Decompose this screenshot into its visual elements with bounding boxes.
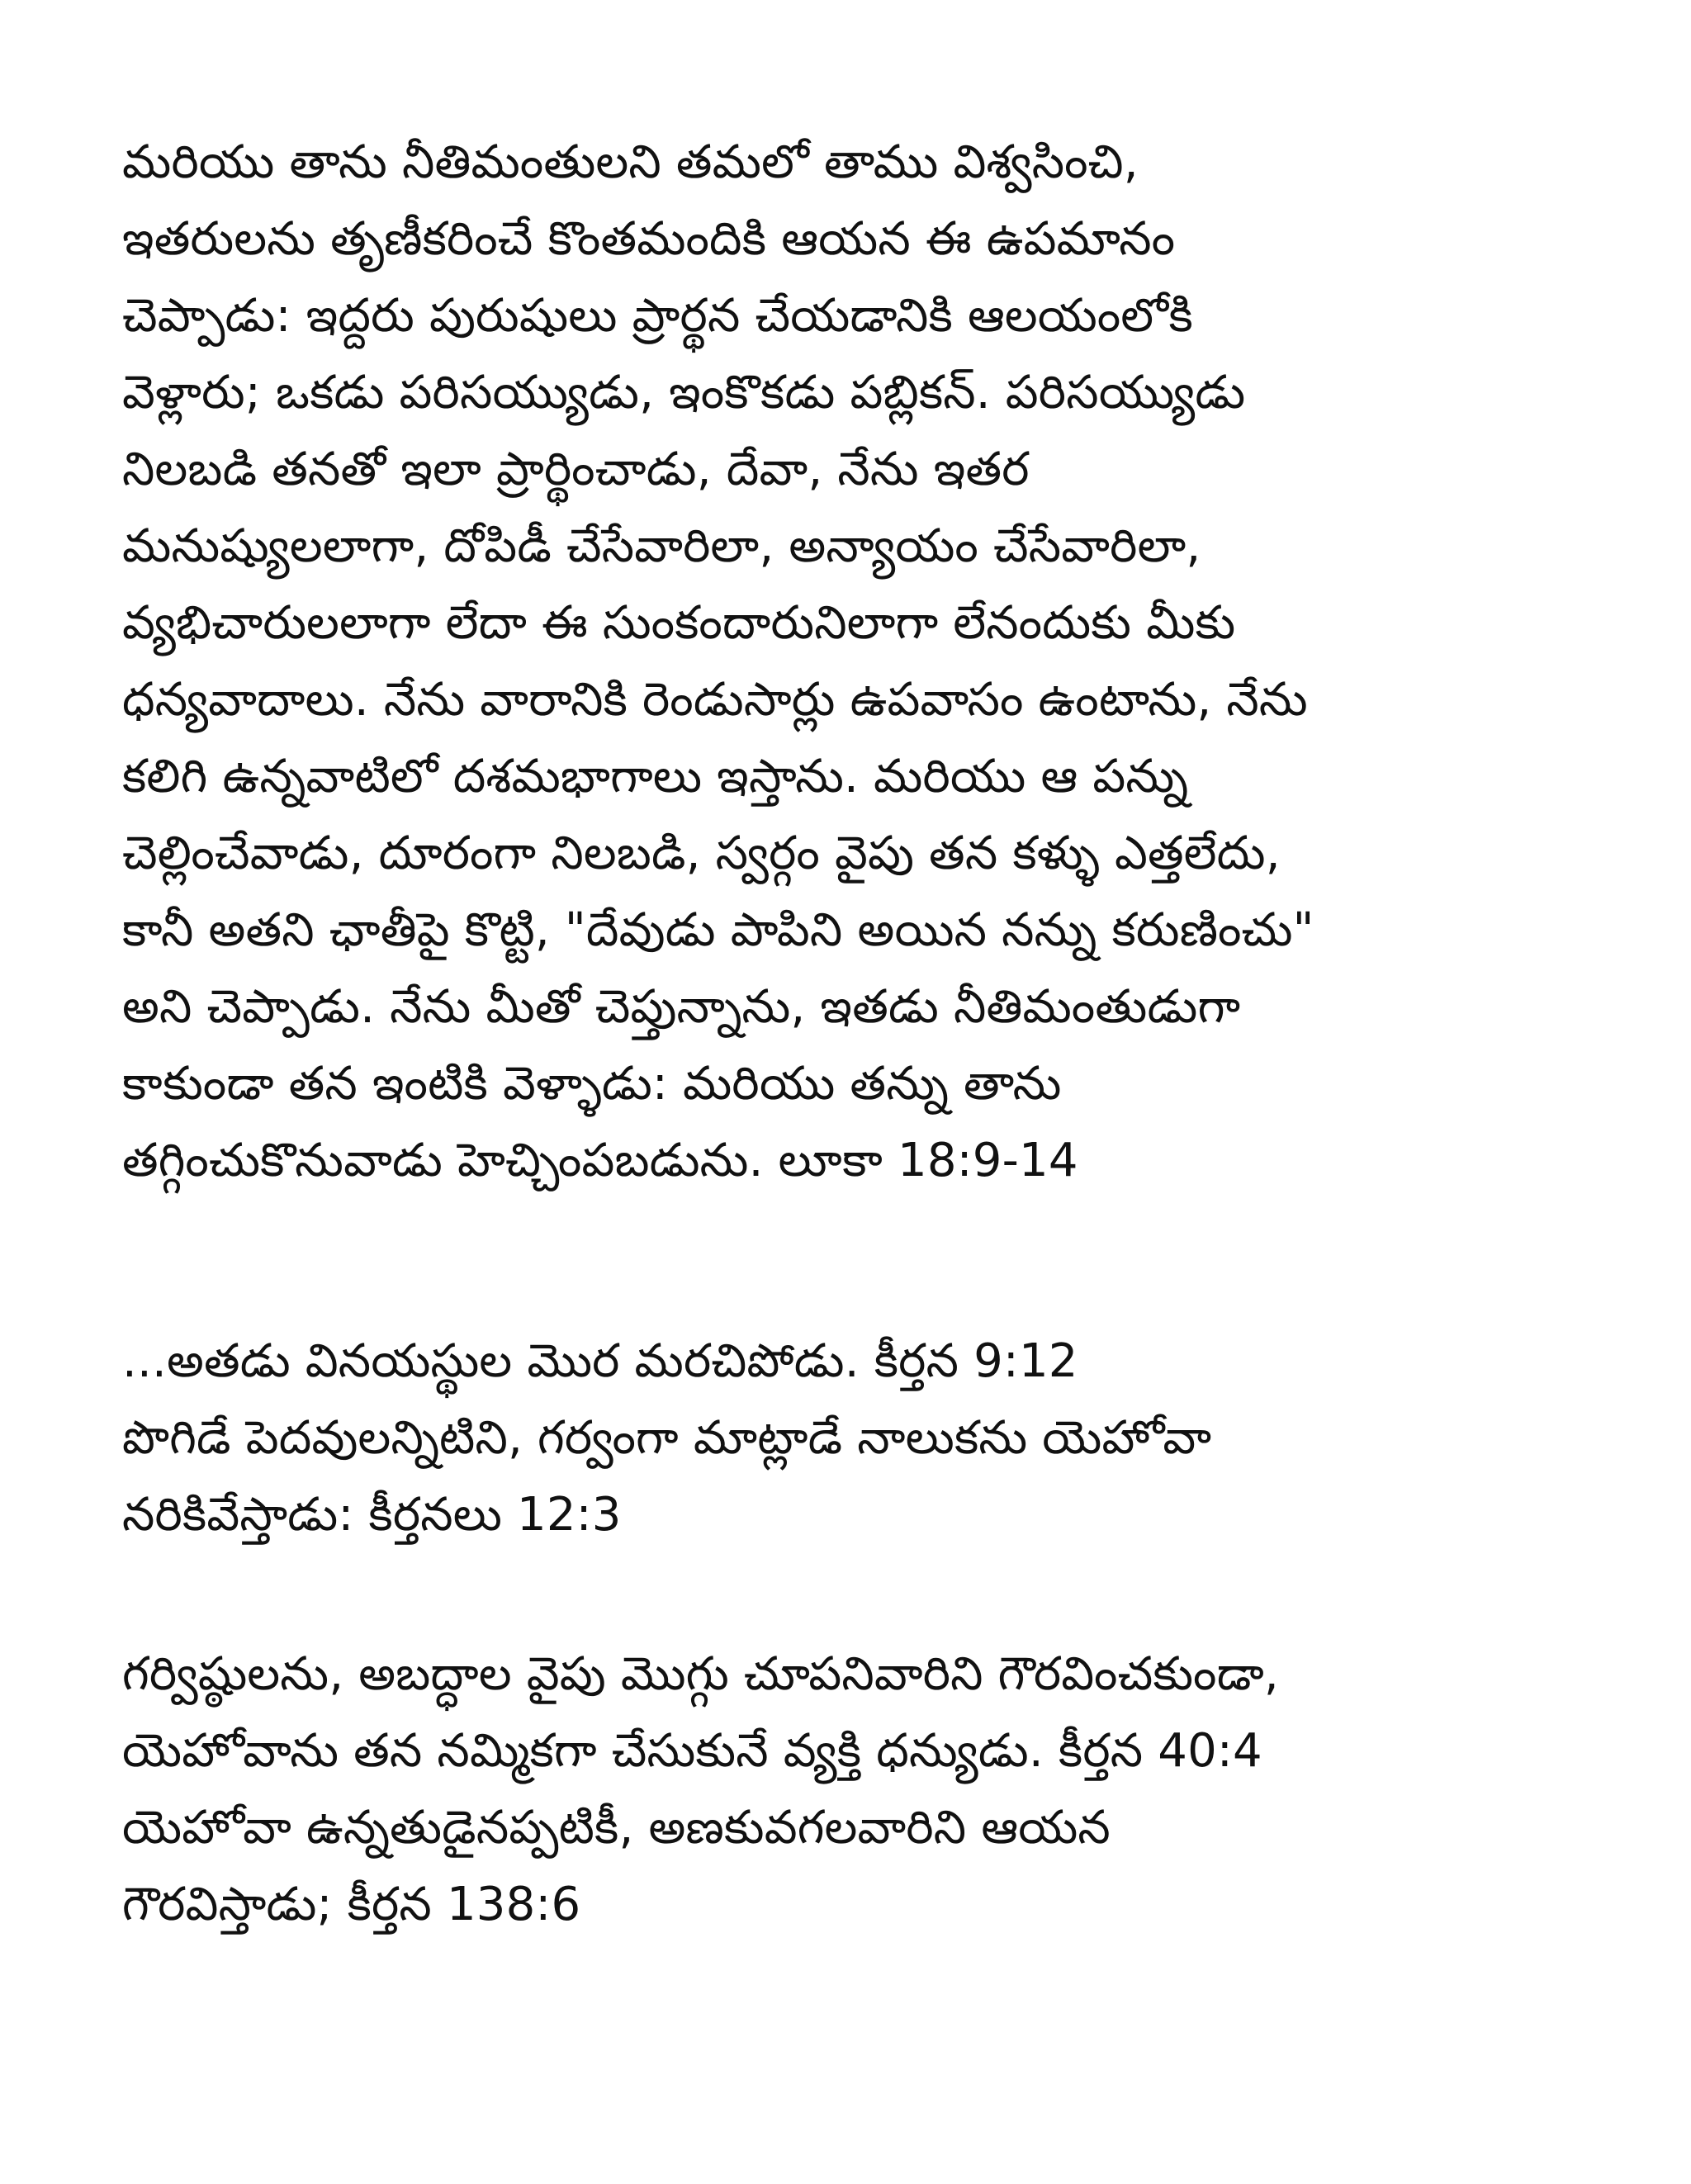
paragraph-luke-18: [122, 124, 1592, 1199]
document-page: [122, 124, 1592, 1943]
text-line: తగ్గించుకొనువాడు హెచ్చింపబడును. లూకా 18:9-14: [122, 1134, 1078, 1187]
text-line: వెళ్లారు; ఒకడు పరిసయ్యుడు, ఇంకొకడు పబ్లికన్. పరిసయ్యుడు: [122, 366, 1246, 419]
text-line: యెహోవాను తన నమ్మికగా చేసుకునే వ్యక్తి ధన్యుడు. కీర్తన 40:4: [122, 1724, 1262, 1778]
text-line: చెప్పాడు: ఇద్దరు పురుషులు ప్రార్థన చేయడానికి ఆలయంలోకి: [122, 289, 1193, 343]
text-line: వ్యభిచారులలాగా లేదా ఈ సుంకందారునిలాగా లేనందుకు మీకు: [122, 596, 1236, 650]
text-line: కాకుండా తన ఇంటికి వెళ్ళాడు: మరియు తన్ను తాను: [122, 1057, 1062, 1111]
text-line: ...అతడు వినయస్థుల మొర మరచిపోడు. కీర్తన 9:12: [122, 1334, 1078, 1388]
text-line: గర్విష్ఠులను, అబద్ధాల వైపు మొగ్గు చూపనివారిని గౌరవించకుండా,: [122, 1647, 1279, 1701]
text-line: కలిగి ఉన్నవాటిలో దశమభాగాలు ఇస్తాను. మరియు ఆ పన్ను: [122, 750, 1189, 803]
text-line: నిలబడి తనతో ఇలా ప్రార్థించాడు, దేవా, నేను ఇతర: [122, 443, 1030, 496]
text-line: గౌరవిస్తాడు; కీర్తన 138:6: [122, 1878, 581, 1931]
text-line: ఇతరులను తృణీకరించే కొంతమందికి ఆయన ఈ ఉపమానం: [122, 212, 1176, 266]
paragraph-psalms-40-4: [122, 1636, 1592, 1943]
text-line: మనుష్యులలాగా, దోపిడీ చేసేవారిలా, అన్యాయం చేసేవారిలా,: [122, 519, 1201, 573]
text-line: మరియు తాను నీతిమంతులని తమలో తాము విశ్వసించి,: [122, 135, 1139, 189]
text-line: చెల్లించేవాడు, దూరంగా నిలబడి, స్వర్గం వైపు తన కళ్ళు ఎత్తలేదు,: [122, 827, 1281, 880]
text-line: యెహోవా ఉన్నతుడైనప్పటికీ, అణకువగలవారిని ఆయన: [122, 1801, 1111, 1855]
text-line: పొగిడే పెదవులన్నిటిని, గర్వంగా మాట్లాడే నాలుకను యెహోవా: [122, 1411, 1212, 1465]
text-line: ధన్యవాదాలు. నేను వారానికి రెండుసార్లు ఉపవాసం ఉంటాను, నేను: [122, 673, 1308, 727]
text-line: కానీ అతని ఛాతీపై కొట్టి, "దేవుడు పాపిని అయిన నన్ను కరుణించు": [122, 903, 1314, 957]
paragraph-psalms-9-12: [122, 1323, 1592, 1553]
text-line: నరికివేస్తాడు: కీర్తనలు 12:3: [122, 1488, 622, 1542]
text-line: అని చెప్పాడు. నేను మీతో చెప్తున్నాను, ఇతడు నీతిమంతుడుగా: [122, 980, 1241, 1034]
